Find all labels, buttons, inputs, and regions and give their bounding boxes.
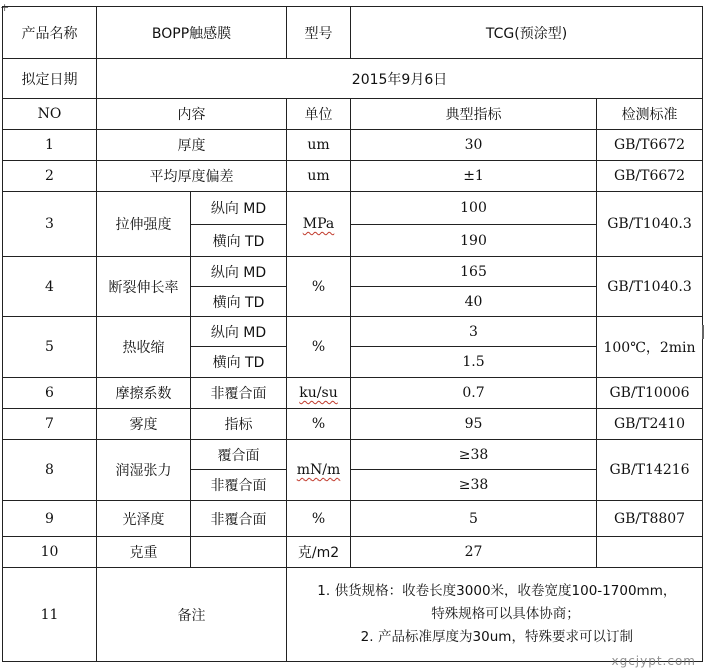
col-header-standard: 检测标准 bbox=[597, 99, 703, 130]
row-standard: 100℃，2min bbox=[597, 317, 703, 378]
table-row bbox=[3, 537, 703, 568]
product-name-label: 产品名称 bbox=[3, 7, 97, 59]
row-no: 3 bbox=[3, 192, 97, 257]
row-standard: GB/T1040.3 bbox=[597, 257, 703, 317]
row-item: 光泽度 bbox=[97, 501, 191, 537]
row-subitem: 横向 TD bbox=[191, 225, 287, 257]
row-standard bbox=[597, 537, 703, 568]
row-item: 断裂伸长率 bbox=[97, 257, 191, 317]
row-unit: % bbox=[287, 257, 351, 317]
row-value: ±1 bbox=[351, 161, 597, 192]
note-text: 产品标准厚度为30um，特殊要求可以订制 bbox=[378, 629, 633, 645]
row-value: 27 bbox=[351, 537, 597, 568]
table-row bbox=[3, 192, 703, 225]
row-standard: GB/T6672 bbox=[597, 161, 703, 192]
row-subitem: 横向 TD bbox=[191, 347, 287, 378]
col-header-unit: 单位 bbox=[287, 99, 351, 130]
table-row bbox=[3, 501, 703, 537]
row-subitem: 纵向 MD bbox=[191, 192, 287, 225]
row-value: 165 bbox=[351, 257, 597, 287]
note-number: 2. bbox=[360, 629, 374, 645]
note-number: 1. bbox=[317, 583, 331, 599]
row-value: 3 bbox=[351, 317, 597, 347]
row-value: 0.7 bbox=[351, 378, 597, 409]
row-subitem: 非覆合面 bbox=[191, 378, 287, 409]
row-subitem: 指标 bbox=[191, 409, 287, 440]
note-item-1 bbox=[289, 580, 700, 626]
row-no: 7 bbox=[3, 409, 97, 440]
row-unit: um bbox=[287, 130, 351, 161]
table-row bbox=[3, 130, 703, 161]
watermark: xgcjypt.com bbox=[611, 654, 696, 668]
row-item: 平均厚度偏差 bbox=[97, 161, 287, 192]
spec-table bbox=[2, 6, 703, 662]
row-unit: % bbox=[287, 317, 351, 378]
table-row bbox=[3, 317, 703, 347]
row-unit: % bbox=[287, 501, 351, 537]
model-value: TCG(预涂型) bbox=[351, 7, 703, 59]
row-value: 1.5 bbox=[351, 347, 597, 378]
row-value: 100 bbox=[351, 192, 597, 225]
row-subitem: 非覆合面 bbox=[191, 501, 287, 537]
row-subitem: 横向 TD bbox=[191, 287, 287, 317]
row-no: 2 bbox=[3, 161, 97, 192]
row-standard: GB/T1040.3 bbox=[597, 192, 703, 257]
row-unit: MPa bbox=[302, 216, 335, 232]
row-no: 6 bbox=[3, 378, 97, 409]
row-value: 190 bbox=[351, 225, 597, 257]
row-unit-cell bbox=[287, 378, 351, 409]
row-no: 11 bbox=[3, 568, 97, 662]
row-no: 1 bbox=[3, 130, 97, 161]
row-value: 95 bbox=[351, 409, 597, 440]
row-no: 8 bbox=[3, 440, 97, 501]
row-item: 摩擦系数 bbox=[97, 378, 191, 409]
table-row bbox=[3, 257, 703, 287]
table-row bbox=[3, 568, 703, 662]
row-unit-cell bbox=[287, 192, 351, 257]
row-standard: GB/T10006 bbox=[597, 378, 703, 409]
row-item: 克重 bbox=[97, 537, 191, 568]
table-row bbox=[3, 378, 703, 409]
row-subitem: 非覆合面 bbox=[191, 470, 287, 501]
row-subitem: 纵向 MD bbox=[191, 257, 287, 287]
table-row bbox=[3, 440, 703, 470]
row-unit: % bbox=[287, 409, 351, 440]
row-value: 30 bbox=[351, 130, 597, 161]
note-item-2 bbox=[289, 626, 700, 649]
date-label: 拟定日期 bbox=[3, 59, 97, 99]
note-text-continued: 特殊规格可以具体协商； bbox=[431, 606, 580, 622]
row-standard: GB/T14216 bbox=[597, 440, 703, 501]
row-subitem: 覆合面 bbox=[191, 440, 287, 470]
row-unit-cell bbox=[287, 440, 351, 501]
header-row-product bbox=[3, 7, 703, 59]
row-item: 备注 bbox=[97, 568, 287, 662]
column-header-row bbox=[3, 99, 703, 130]
row-item: 润湿张力 bbox=[97, 440, 191, 501]
row-standard: GB/T2410 bbox=[597, 409, 703, 440]
date-value: 2015年9月6日 bbox=[97, 59, 703, 99]
note-text: 供货规格：收卷长度3000米，收卷宽度100-1700mm， bbox=[334, 583, 677, 599]
col-header-typical: 典型指标 bbox=[351, 99, 597, 130]
row-standard: GB/T8807 bbox=[597, 501, 703, 537]
row-value: ≥38 bbox=[351, 470, 597, 501]
row-standard: GB/T6672 bbox=[597, 130, 703, 161]
model-label: 型号 bbox=[287, 7, 351, 59]
row-unit: ku/su bbox=[299, 385, 338, 401]
row-item: 热收缩 bbox=[97, 317, 191, 378]
row-value: 5 bbox=[351, 501, 597, 537]
row-item: 拉伸强度 bbox=[97, 192, 191, 257]
row-unit: mN/m bbox=[296, 462, 341, 478]
row-unit: 克/m2 bbox=[287, 537, 351, 568]
row-subitem bbox=[191, 537, 287, 568]
table-row bbox=[3, 161, 703, 192]
corner-mark: + bbox=[0, 1, 10, 14]
row-item: 雾度 bbox=[97, 409, 191, 440]
notes-cell bbox=[287, 568, 703, 662]
row-no: 9 bbox=[3, 501, 97, 537]
row-value: ≥38 bbox=[351, 440, 597, 470]
row-no: 5 bbox=[3, 317, 97, 378]
product-name-value: BOPP触感膜 bbox=[97, 7, 287, 59]
row-subitem: 纵向 MD bbox=[191, 317, 287, 347]
row-value: 40 bbox=[351, 287, 597, 317]
row-item: 厚度 bbox=[97, 130, 287, 161]
header-row-date bbox=[3, 59, 703, 99]
row-no: 4 bbox=[3, 257, 97, 317]
row-no: 10 bbox=[3, 537, 97, 568]
row-unit: um bbox=[287, 161, 351, 192]
table-row bbox=[3, 409, 703, 440]
col-header-content: 内容 bbox=[97, 99, 287, 130]
col-header-no: NO bbox=[3, 99, 97, 130]
